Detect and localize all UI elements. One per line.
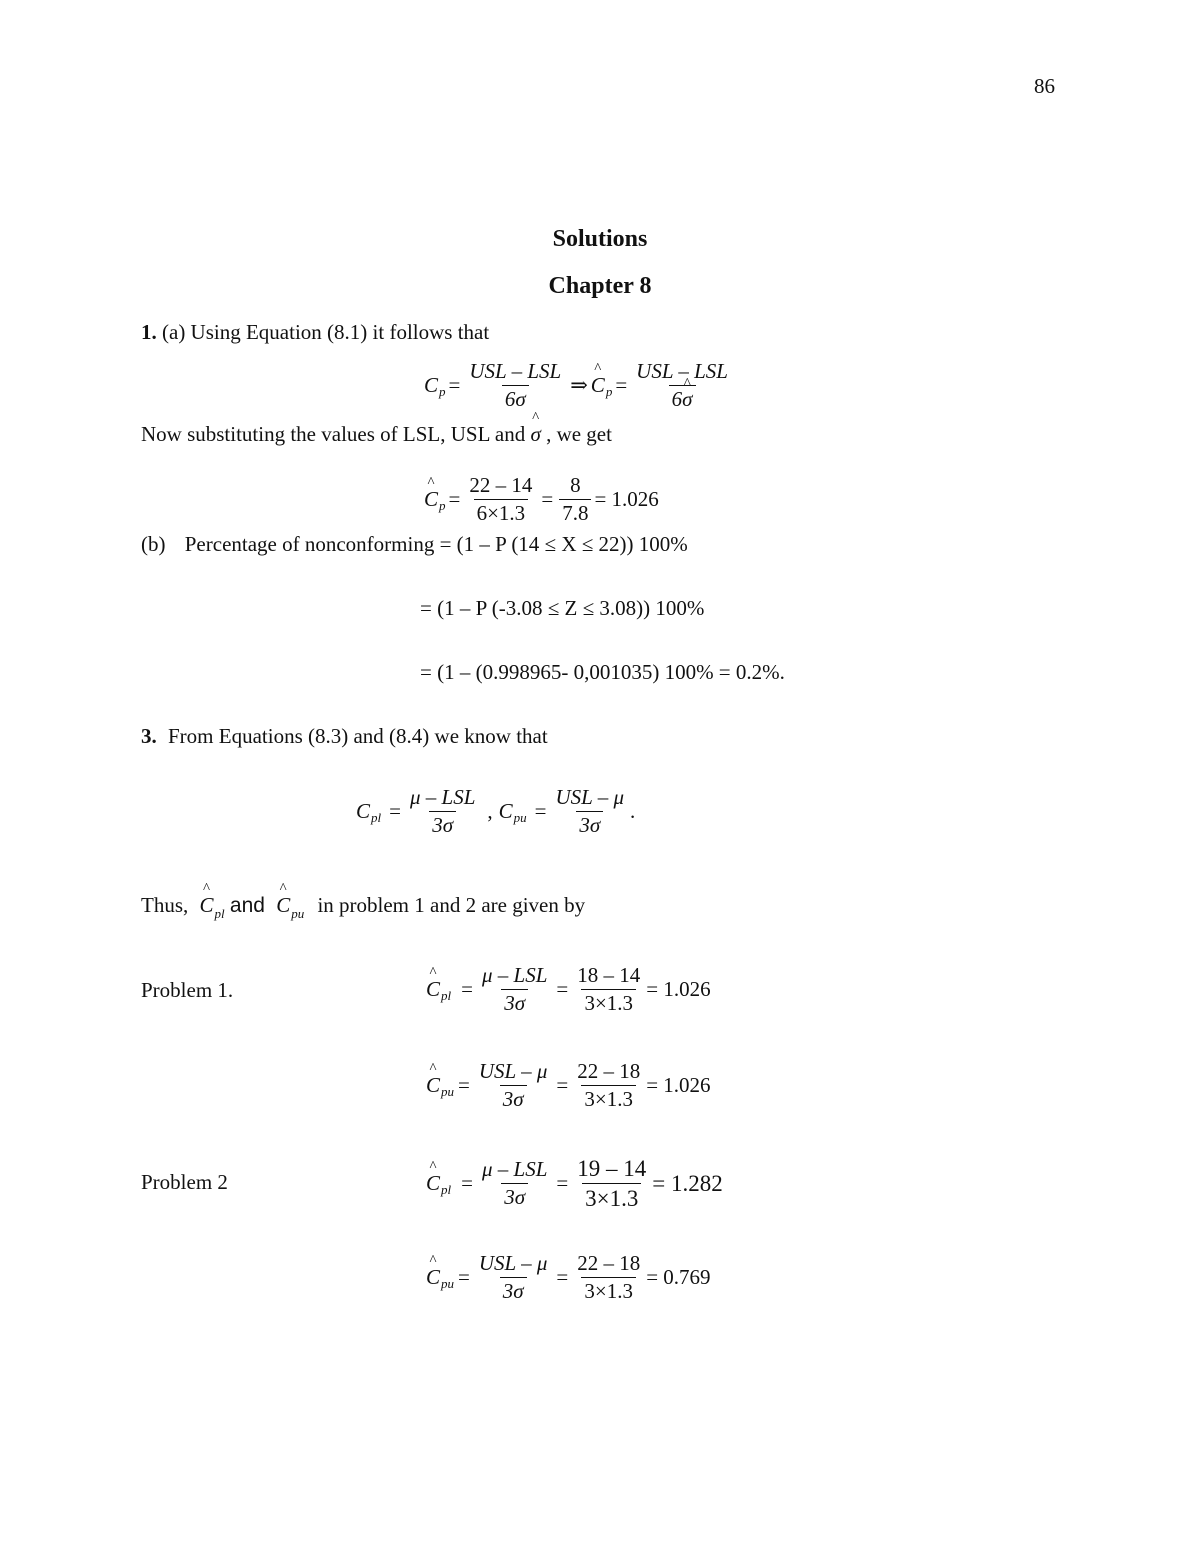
result-value: = 1.026	[646, 1073, 711, 1098]
equation-cpl-cpu: C pl = $\frac{\text{μ – LSL}}{3\sigma}$ , C pu = $\frac{\text{USL – μ}}{3\sigma}$ .	[356, 785, 636, 838]
cp-hat-fraction	[633, 360, 731, 411]
result-symbolic-num: μ – LSL	[481, 963, 548, 987]
result-numeric-den: 3×1.3	[581, 1277, 636, 1303]
result-numeric-den: 3×1.3	[581, 1085, 636, 1111]
result-problem1-cpl: ^ C pl = $\frac{\text{μ – LSL}}{3\sigma}$ = $\frac{18 - 14}{3\times 1.3}$ = 1.026	[426, 964, 711, 1015]
result-subscript: pu	[441, 1083, 455, 1099]
cpl-subscript: pl	[371, 809, 382, 825]
cpl-hat-inline-sub: pl	[214, 906, 225, 921]
cpu-denominator: 3σ	[576, 811, 603, 837]
result-problem1-cpu: ^ C pu = $\frac{\text{USL – μ}}{3\sigma}$ = $\frac{22 - 18}{3\times 1.3}$ = 1.026	[426, 1060, 711, 1111]
cp-numeric-den-2: 7.8	[559, 499, 591, 525]
result-numeric-fraction	[574, 1060, 643, 1111]
result-numeric-num: 22 – 18	[577, 1251, 641, 1275]
problem-1-label: Problem 1.	[141, 978, 234, 1002]
and-text: and	[229, 894, 265, 917]
cpu-fraction	[553, 786, 628, 837]
result-numeric-fraction	[574, 1252, 643, 1303]
part-b-line-2: = (1 – P (-3.08 ≤ Z ≤ 3.08)) 100%	[420, 596, 705, 620]
result-problem2-cpl: ^ C pl = $\frac{\text{μ – LSL}}{3\sigma}$ = $\frac{19 - 14}{3\times 1.3}$ = 1.282	[426, 1156, 723, 1212]
result-symbolic-den: 3σ	[500, 1085, 527, 1111]
cp-subscript: p	[439, 383, 446, 399]
cp-symbol: C	[424, 373, 439, 398]
cp-hat-numerator: USL – LSL	[636, 359, 728, 383]
cp-fraction	[466, 360, 564, 411]
problem-3-intro	[141, 724, 548, 749]
cp-numeric-num-2: 8	[570, 473, 581, 497]
problem-3-number: 3.	[141, 724, 157, 748]
result-symbolic-den: 3σ	[501, 989, 528, 1015]
cp-numeric-fraction-1	[466, 474, 535, 525]
page-number: 86	[1034, 74, 1055, 98]
sigma-hat: ^ σ	[682, 388, 692, 411]
cp-numeric-num-1: 22 – 14	[469, 473, 533, 497]
result-symbolic-num: USL – μ	[478, 1251, 548, 1275]
cpl-denominator: 3σ	[429, 811, 456, 837]
substitution-line	[141, 422, 612, 447]
part-b-text: Percentage of nonconforming = (1 – P (14 ≤ X ≤ 22)) 100%	[184, 532, 688, 556]
cpu-hat-inline-sub: pu	[291, 906, 305, 921]
problem-1-part-a-text: (a) Using Equation (8.1) it follows that	[162, 320, 490, 344]
result-c-symbol: ^ C	[426, 1171, 440, 1196]
result-numeric-fraction	[574, 1156, 649, 1212]
cpu-subscript: pu	[513, 809, 527, 825]
result-numeric-num: 22 – 18	[577, 1059, 641, 1083]
result-subscript: pu	[441, 1275, 455, 1291]
cp-hat-subscript-2: p	[439, 497, 446, 513]
comma-separator: ,	[487, 799, 493, 824]
substitution-tail: , we get	[546, 422, 612, 446]
thus-text: Thus,	[141, 893, 189, 917]
cpu-numerator: USL – μ	[555, 785, 625, 809]
result-symbolic-fraction	[476, 1060, 551, 1111]
period: .	[630, 799, 636, 824]
result-value: = 1.282	[652, 1170, 723, 1196]
sigma-hat-inline: ^ σ	[530, 422, 540, 447]
result-numeric-den: 3×1.3	[581, 989, 636, 1015]
thus-line	[141, 893, 586, 921]
result-symbolic-den: 3σ	[501, 1183, 528, 1209]
substitution-text: Now substituting the values of LSL, USL and	[141, 422, 526, 446]
cp-hat-subscript: p	[605, 383, 613, 399]
cpu-symbol: C	[498, 799, 513, 824]
cp-numeric-fraction-2	[559, 474, 591, 525]
thus-tail: in problem 1 and 2 are given by	[317, 893, 586, 917]
result-symbolic-num: USL – μ	[478, 1059, 548, 1083]
result-numeric-den: 3×1.3	[582, 1183, 641, 1211]
result-value: = 1.026	[646, 977, 711, 1002]
cpl-fraction	[407, 786, 478, 837]
chapter-title: Chapter 8	[548, 273, 652, 299]
result-problem2-cpu: ^ C pu = $\frac{\text{USL – μ}}{3\sigma}$ = $\frac{22 - 18}{3\times 1.3}$ = 0.769	[426, 1252, 711, 1303]
cp-numeric-den-1: 6×1.3	[474, 499, 529, 525]
problem-1-number: 1.	[141, 320, 157, 344]
part-b-line-3: = (1 – (0.998965- 0,001035) 100% = 0.2%.	[420, 660, 785, 684]
problem-1-intro	[141, 320, 489, 345]
implies-symbol: ⇒	[570, 373, 588, 398]
result-symbolic-fraction	[479, 964, 550, 1015]
problem-2-label: Problem 2	[141, 1170, 228, 1194]
cpu-hat-inline: ^ C	[276, 893, 290, 918]
result-symbolic-fraction	[479, 1158, 550, 1209]
equation-cp-numeric: ^ C p = $\frac{22 - 14}{6\times 1.3}$ = $\frac{8}{7.8}$ = 1.026	[424, 474, 659, 525]
result-subscript: pl	[441, 1181, 452, 1197]
equation-cp-definition: C p = $\frac{\text{USL – LSL}}{6\sigma}$ ⇒ ^ C p = $\frac{\text{USL – LSL}}{6\^{} \sigma}$	[424, 360, 734, 411]
cpl-symbol: C	[356, 799, 371, 824]
result-symbolic-fraction	[476, 1252, 551, 1303]
result-subscript: pl	[441, 987, 452, 1003]
cpl-hat-inline: ^ C	[200, 893, 214, 918]
result-c-symbol: ^ C	[426, 977, 440, 1002]
result-c-symbol: ^ C	[426, 1265, 440, 1290]
result-numeric-fraction	[574, 964, 643, 1015]
part-b-line-1	[141, 532, 688, 557]
part-b-label: (b)	[141, 532, 166, 556]
cp-denominator: 6σ	[502, 385, 529, 411]
result-numeric-num: 18 – 14	[577, 963, 641, 987]
result-symbolic-num: μ – LSL	[481, 1157, 548, 1182]
cp-numeric-result: = 1.026	[594, 487, 659, 512]
cp-hat-symbol-2: ^ C	[424, 487, 438, 512]
result-value: = 0.769	[646, 1265, 711, 1290]
cp-numerator: USL – LSL	[469, 359, 562, 383]
cp-hat-den-coef: 6	[671, 387, 683, 412]
result-numeric-num: 19 – 14	[577, 1156, 647, 1181]
cpl-numerator: μ – LSL	[409, 785, 476, 809]
solutions-title: Solutions	[552, 226, 648, 252]
result-symbolic-den: 3σ	[500, 1277, 527, 1303]
result-c-symbol: ^ C	[426, 1073, 440, 1098]
problem-3-text: From Equations (8.3) and (8.4) we know that	[168, 724, 548, 748]
cp-hat-symbol: ^ C	[591, 373, 605, 398]
